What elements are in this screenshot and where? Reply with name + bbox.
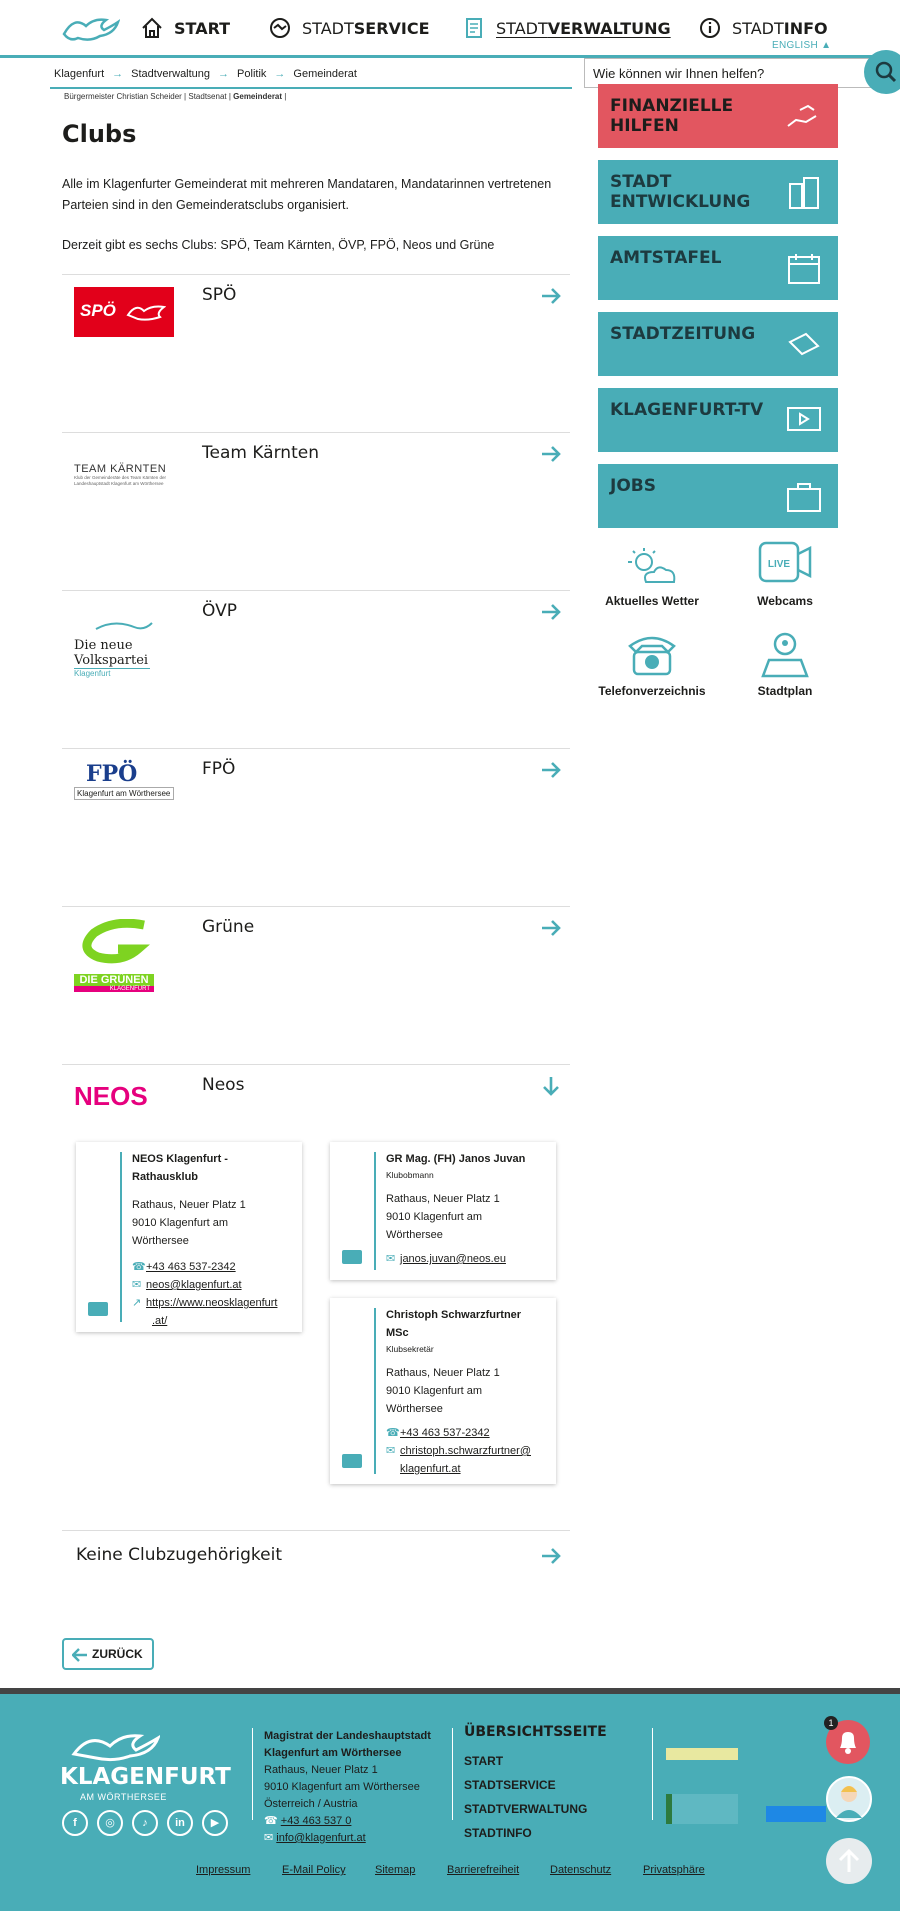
divider bbox=[374, 1152, 376, 1270]
footer-link-datenschutz[interactable]: Datenschutz bbox=[550, 1864, 612, 1876]
footer-link-start[interactable]: START bbox=[464, 1754, 504, 1768]
subnav-stadtsenat[interactable]: Stadtsenat bbox=[188, 92, 227, 101]
tile-klagenfurt-tv[interactable]: KLAGENFURT-TV bbox=[598, 388, 838, 452]
club-team-kaernten[interactable] bbox=[62, 432, 570, 590]
footer-phone-link[interactable]: +43 463 537 0 bbox=[280, 1815, 352, 1827]
tiktok-icon[interactable]: ♪ bbox=[132, 1810, 158, 1836]
contact-card-neos-klub: NEOS Klagenfurt - Rathausklub Rathaus, Neuer Platz 1 9010 Klagenfurt am Wörthersee ☎+43 463 537-2342 ✉ neos@klagenfurt.at ↗ https://www.neosklagenfurt .at/ bbox=[76, 1142, 302, 1332]
club-keine-clubzugehoerigkeit[interactable] bbox=[62, 1530, 570, 1565]
arrow-up-icon bbox=[826, 1838, 872, 1884]
unicef-badge[interactable] bbox=[766, 1806, 826, 1822]
mail-icon: ✉ bbox=[132, 1279, 142, 1291]
footer-link-sitemap[interactable]: Sitemap bbox=[375, 1864, 416, 1876]
calendar-icon bbox=[786, 252, 822, 286]
avatar-icon bbox=[828, 1778, 870, 1820]
hand-icon bbox=[786, 100, 822, 134]
contact-card-christoph-schwarzfurtner: Christoph Schwarzfurtner MSc Klubsekretär Rathaus, Neuer Platz 1 9010 Klagenfurt am Wörthersee ☎+43 463 537-2342 ✉ christoph.schwarzfurtner@ klagenfurt.at bbox=[330, 1298, 556, 1484]
arrow-right-icon[interactable] bbox=[540, 917, 562, 939]
buergermeister-badge[interactable] bbox=[666, 1794, 738, 1824]
card-title: NEOS Klagenfurt - Rathausklub bbox=[132, 1153, 228, 1183]
phone-icon: ☎ bbox=[132, 1261, 146, 1273]
arrow-right-icon[interactable] bbox=[540, 759, 562, 781]
back-button[interactable]: ZURÜCK bbox=[62, 1638, 154, 1670]
external-link-icon: ↗ bbox=[132, 1297, 142, 1309]
card-email-link[interactable]: christoph.schwarzfurtner@ bbox=[400, 1445, 531, 1457]
divider bbox=[452, 1728, 453, 1820]
breadcrumb-gemeinderat[interactable]: Gemeinderat bbox=[293, 68, 357, 80]
eu-label-badge[interactable] bbox=[666, 1748, 738, 1760]
footer-link-impressum[interactable]: Impressum bbox=[196, 1864, 251, 1876]
nav-stadtservice[interactable]: STADTSERVICE bbox=[268, 16, 430, 40]
arrow-left-icon bbox=[72, 1648, 88, 1662]
divider bbox=[652, 1728, 653, 1820]
quick-link-telefonverzeichnis[interactable]: Telefonverzeichnis bbox=[597, 630, 707, 698]
tile-stadtentwicklung[interactable]: STADT ENTWICKLUNG bbox=[598, 160, 838, 224]
quick-link-webcams[interactable]: LIVE Webcams bbox=[730, 540, 840, 608]
footer-link-email-policy[interactable]: E-Mail Policy bbox=[282, 1864, 346, 1876]
telephone-icon bbox=[624, 630, 680, 678]
tv-icon bbox=[786, 404, 822, 438]
gruene-g-icon bbox=[74, 919, 158, 969]
neos-logo: NEOS bbox=[74, 1081, 148, 1111]
divider bbox=[374, 1308, 376, 1474]
home-icon bbox=[140, 16, 164, 40]
footer-link-privatsphaere[interactable]: Privatsphäre bbox=[643, 1864, 705, 1876]
card-phone-link[interactable]: +43 463 537-2342 bbox=[146, 1261, 236, 1273]
footer-heading: ÜBERSICHTSSEITE bbox=[464, 1724, 607, 1740]
card-email-link[interactable]: janos.juvan@neos.eu bbox=[400, 1253, 506, 1265]
footer-link-barrierefreiheit[interactable]: Barrierefreiheit bbox=[447, 1864, 520, 1876]
arrow-right-icon[interactable] bbox=[540, 443, 562, 465]
spoe-logo: SPÖ bbox=[74, 287, 174, 337]
linkedin-icon[interactable]: in bbox=[167, 1810, 193, 1836]
page-title: Clubs bbox=[62, 120, 137, 148]
search-icon bbox=[864, 50, 900, 94]
notification-count-badge: 1 bbox=[824, 1716, 838, 1730]
oevp-swirl-icon bbox=[94, 619, 154, 633]
info-icon bbox=[698, 16, 722, 40]
card-phone-link[interactable]: +43 463 537-2342 bbox=[400, 1427, 490, 1439]
chatbot-avatar[interactable] bbox=[826, 1776, 872, 1822]
intro-text-clubs: Derzeit gibt es sechs Clubs: SPÖ, Team Kärnten, ÖVP, FPÖ, Neos und Grüne bbox=[62, 238, 495, 252]
subnav-buergermeister[interactable]: Bürgermeister Christian Scheider bbox=[64, 92, 182, 101]
tile-stadtzeitung[interactable]: STADTZEITUNG bbox=[598, 312, 838, 376]
phone-icon: ☎ bbox=[264, 1815, 281, 1827]
briefcase-icon bbox=[786, 480, 822, 514]
dragon-icon bbox=[126, 301, 166, 323]
youtube-icon[interactable]: ▶ bbox=[202, 1810, 228, 1836]
intro-text: Alle im Klagenfurter Gemeinderat mit mehreren Mandataren, Mandatarinnen vertretenen Parteien sind in den Gemeinderatsclubs organisiert. bbox=[62, 177, 552, 212]
breadcrumb-klagenfurt[interactable]: Klagenfurt bbox=[54, 68, 105, 80]
map-pin-icon bbox=[757, 630, 813, 678]
tile-amtstafel[interactable]: AMTSTAFEL bbox=[598, 236, 838, 300]
chevron-right-icon: → bbox=[218, 68, 230, 80]
footer-dragon-logo[interactable] bbox=[70, 1728, 160, 1764]
divider bbox=[120, 1152, 122, 1322]
card-email-link[interactable]: neos@klagenfurt.at bbox=[146, 1279, 242, 1291]
footer-logo-sub: AM WÖRTHERSEE bbox=[80, 1792, 167, 1802]
chevron-right-icon: → bbox=[274, 68, 286, 80]
gruene-logo: DIE GRÜNEN KLAGENFURT bbox=[74, 919, 174, 1007]
club-name[interactable]: ÖVP bbox=[202, 601, 237, 621]
tile-jobs[interactable]: JOBS bbox=[598, 464, 838, 528]
nav-stadtverwaltung[interactable]: STADTVERWALTUNG bbox=[462, 16, 671, 40]
svg-text:LIVE: LIVE bbox=[767, 559, 791, 570]
breadcrumb-politik[interactable]: Politik bbox=[237, 68, 267, 80]
club-fpoe[interactable] bbox=[62, 748, 570, 906]
card-role: Klubobmann bbox=[386, 1170, 434, 1180]
card-web-link[interactable]: https://www.neosklagenfurt bbox=[146, 1297, 278, 1309]
divider bbox=[252, 1728, 253, 1820]
fpoe-logo: FPÖ Klagenfurt am Wörthersee bbox=[74, 761, 174, 817]
language-switch[interactable]: ENGLISH ▲ bbox=[772, 40, 832, 51]
facebook-icon[interactable]: f bbox=[62, 1810, 88, 1836]
arrow-right-icon[interactable] bbox=[540, 285, 562, 307]
vcard-icon[interactable] bbox=[88, 1302, 108, 1316]
handshake-icon bbox=[268, 16, 292, 40]
card-address: Rathaus, Neuer Platz 1 bbox=[386, 1367, 500, 1379]
mail-icon: ✉ bbox=[264, 1832, 277, 1844]
nav-stadtinfo[interactable]: STADTINFO bbox=[698, 16, 828, 40]
quick-link-stadtplan[interactable]: Stadtplan bbox=[730, 630, 840, 698]
club-gruene[interactable] bbox=[62, 906, 570, 1064]
breadcrumb-stadtverwaltung[interactable]: Stadtverwaltung bbox=[131, 68, 211, 80]
team-kaernten-logo: TEAM KÄRNTEN Klub der Gemeinderäte des Team Kärnten der Landeshauptstadt Klagenfurt am Wörthersee bbox=[74, 463, 167, 486]
contact-card-janos-juvan: GR Mag. (FH) Janos Juvan Klubobmann Rathaus, Neuer Platz 1 9010 Klagenfurt am Wörthersee ✉ janos.juvan@neos.eu bbox=[330, 1142, 556, 1280]
newspaper-icon bbox=[786, 328, 822, 362]
nav-start[interactable]: START bbox=[140, 16, 230, 40]
club-name[interactable]: Keine Clubzugehörigkeit bbox=[76, 1545, 282, 1565]
club-oevp[interactable] bbox=[62, 590, 570, 748]
card-address: Rathaus, Neuer Platz 1 bbox=[132, 1199, 246, 1211]
mail-icon: ✉ bbox=[386, 1445, 396, 1457]
club-name[interactable]: Grüne bbox=[202, 917, 255, 937]
vcard-icon[interactable] bbox=[342, 1454, 362, 1468]
document-icon bbox=[462, 16, 486, 40]
club-spoe[interactable] bbox=[62, 274, 570, 432]
weather-icon bbox=[622, 546, 682, 588]
arrow-down-icon[interactable] bbox=[540, 1075, 562, 1097]
club-name[interactable]: Team Kärnten bbox=[202, 443, 319, 463]
subnav-gemeinderat[interactable]: Gemeinderat bbox=[233, 92, 283, 101]
footer-logo-text: KLAGENFURT bbox=[60, 1764, 231, 1790]
phone-icon: ☎ bbox=[386, 1427, 400, 1439]
arrow-right-icon[interactable] bbox=[540, 601, 562, 623]
footer-link-stadtverwaltung[interactable]: STADTVERWALTUNG bbox=[464, 1802, 588, 1816]
klagenfurt-logo[interactable] bbox=[60, 12, 120, 46]
search-input[interactable]: Wie können wir Ihnen helfen? bbox=[584, 58, 876, 88]
chevron-right-icon: → bbox=[112, 68, 124, 80]
tile-finanzielle-hilfen[interactable]: FINANZIELLE HILFEN bbox=[598, 84, 838, 148]
scroll-to-top-button[interactable] bbox=[826, 1838, 872, 1884]
footer-link-stadtservice[interactable]: STADTSERVICE bbox=[464, 1778, 556, 1792]
club-name[interactable]: FPÖ bbox=[202, 759, 236, 779]
breadcrumb bbox=[54, 68, 357, 80]
notification-bell-button[interactable] bbox=[826, 1720, 870, 1764]
card-title: Christoph Schwarzfurtner bbox=[386, 1309, 522, 1321]
footer-email-link[interactable]: info@klagenfurt.at bbox=[276, 1832, 366, 1844]
card-role: Klubsekretär bbox=[386, 1344, 434, 1354]
oevp-logo: Die neue Volkspartei Klagenfurt bbox=[74, 619, 174, 675]
footer-contact: Magistrat der Landeshauptstadt Klagenfurt am Wörthersee Rathaus, Neuer Platz 1 9010 Klagenfurt am Wörthersee Österreich / Austria ☎ +43 463 537 0 ✉ info@klagenfurt.at bbox=[264, 1730, 431, 1844]
site-footer bbox=[0, 1694, 900, 1911]
search-button[interactable] bbox=[864, 50, 900, 94]
vcard-icon[interactable] bbox=[342, 1250, 362, 1264]
divider bbox=[50, 87, 572, 89]
instagram-icon[interactable]: ◎ bbox=[97, 1810, 123, 1836]
club-name[interactable]: SPÖ bbox=[202, 285, 237, 305]
card-title: GR Mag. (FH) Janos Juvan bbox=[386, 1153, 526, 1165]
arrow-right-icon[interactable] bbox=[540, 1545, 562, 1567]
live-camera-icon bbox=[757, 540, 813, 588]
sub-navigation: Bürgermeister Christian Scheider | Stadtsenat | Gemeinderat | bbox=[64, 92, 287, 101]
card-address: Rathaus, Neuer Platz 1 bbox=[386, 1193, 500, 1205]
mail-icon: ✉ bbox=[386, 1253, 396, 1265]
site-header bbox=[0, 0, 900, 58]
club-name[interactable]: Neos bbox=[202, 1075, 245, 1095]
footer-link-stadtinfo[interactable]: STADTINFO bbox=[464, 1826, 532, 1840]
quick-link-wetter[interactable]: Aktuelles Wetter bbox=[597, 546, 707, 608]
building-icon bbox=[786, 176, 822, 210]
